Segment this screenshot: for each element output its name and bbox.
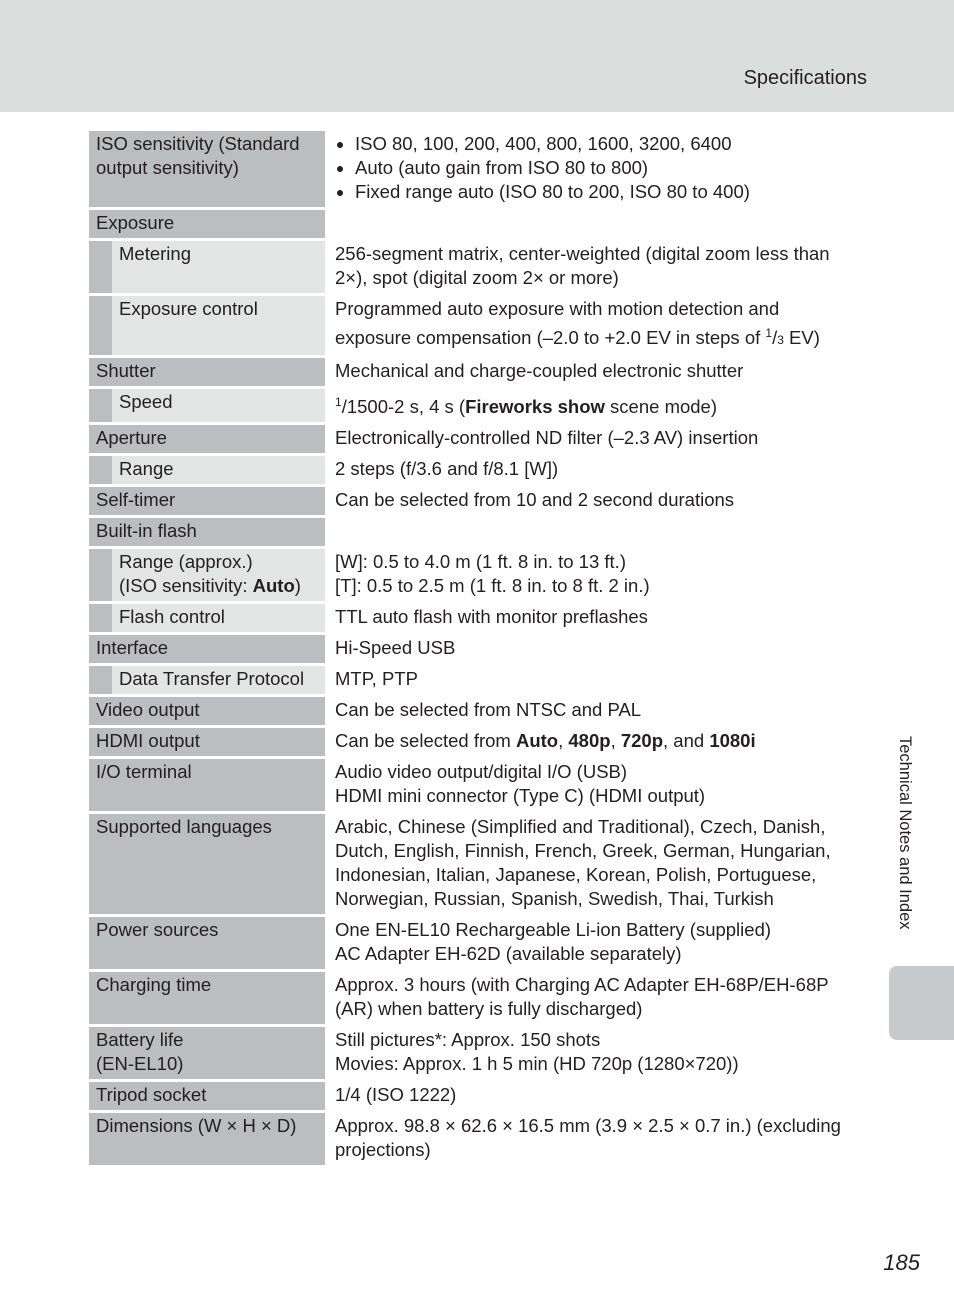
spec-row-shutter [89, 357, 859, 388]
spec-row-power-sources [89, 916, 859, 971]
fraction-numerator: 1 [765, 326, 773, 340]
spec-value [325, 916, 859, 971]
hdmi-option: 1080i [709, 730, 756, 752]
specifications-table [89, 131, 859, 1165]
spec-row-data-transfer [89, 665, 859, 696]
spec-value: 1/4 (ISO 1222) [325, 1081, 859, 1112]
spec-row-speed [89, 388, 859, 424]
spec-row-built-in-flash [89, 517, 859, 548]
spec-sublabel: Range [112, 455, 325, 486]
value-text: Indonesian, Italian, Japanese, Korean, Polish, Portuguese, [335, 864, 817, 886]
spec-label: HDMI output [89, 727, 325, 758]
indent-gutter [89, 665, 112, 696]
spec-value [325, 209, 859, 240]
iso-values-list [335, 132, 859, 204]
page-number: 185 [883, 1250, 920, 1275]
spec-value [325, 548, 859, 603]
spec-value: Mechanical and charge-coupled electronic shutter [325, 357, 859, 388]
spec-value: 256-segment matrix, center-weighted (digital zoom less than 2×), spot (digital zoom 2× or more) [325, 240, 859, 295]
spec-row-exposure [89, 209, 859, 240]
spec-label: Self-timer [89, 486, 325, 517]
spec-value: MTP, PTP [325, 665, 859, 696]
spec-row-battery-life [89, 1026, 859, 1081]
spec-value [325, 131, 859, 209]
spec-label: Interface [89, 634, 325, 665]
value-text: Can be selected from [335, 730, 516, 752]
spec-row-metering [89, 240, 859, 295]
value-text: [T]: 0.5 to 2.5 m (1 ft. 8 in. to 8 ft. 2 in.) [335, 575, 650, 597]
label-text: ) [294, 575, 301, 597]
spec-sublabel: Metering [112, 240, 325, 295]
value-text: Audio video output/digital I/O (USB) [335, 761, 628, 783]
value-text: , [558, 730, 569, 752]
spec-label [89, 1026, 325, 1081]
value-text: EV) [783, 327, 820, 349]
spec-sublabel [112, 548, 325, 603]
spec-label: Dimensions (W × H × D) [89, 1112, 325, 1166]
label-text: (EN-EL10) [96, 1053, 184, 1075]
value-text: HDMI mini connector (Type C) (HDMI output) [335, 785, 706, 807]
spec-value [325, 1026, 859, 1081]
value-text: /1500-2 s, 4 s ( [341, 396, 466, 418]
spec-row-flash-range [89, 548, 859, 603]
spec-row-self-timer [89, 486, 859, 517]
spec-label: Video output [89, 696, 325, 727]
spec-value: Approx. 3 hours (with Charging AC Adapter EH-68P/EH-68P (AR) when battery is fully discharged) [325, 971, 859, 1026]
indent-gutter [89, 603, 112, 634]
spec-sublabel: Flash control [112, 603, 325, 634]
fraction-denominator: 3 [777, 333, 784, 348]
hdmi-option: Auto [515, 730, 559, 752]
spec-label: Power sources [89, 916, 325, 971]
spec-row-interface [89, 634, 859, 665]
label-bold-text: Auto [252, 575, 295, 597]
spec-value: 2 steps (f/3.6 and f/8.1 [W]) [325, 455, 859, 486]
spec-row-languages [89, 813, 859, 916]
value-text: Still pictures*: Approx. 150 shots [335, 1029, 601, 1051]
list-item: • ISO 80, 100, 200, 400, 800, 1600, 3200, 6400 [355, 132, 859, 156]
spec-value: Can be selected from NTSC and PAL [325, 696, 859, 727]
spec-row-tripod-socket [89, 1081, 859, 1112]
label-text: Battery life [96, 1029, 184, 1051]
spec-value [325, 727, 859, 758]
spec-label: Shutter [89, 357, 325, 388]
spec-value: Hi-Speed USB [325, 634, 859, 665]
spec-value [325, 758, 859, 813]
value-text: Programmed auto exposure with motion detection and exposure compensation (–2.0 to +2.0 EV in steps of [335, 298, 780, 349]
chapter-thumb-tab [889, 966, 954, 1040]
spec-row-dimensions [89, 1112, 859, 1166]
hdmi-option: 480p [568, 730, 611, 752]
header-band [0, 0, 954, 112]
spec-label: Exposure [89, 209, 325, 240]
spec-value: Electronically-controlled ND filter (–2.3 AV) insertion [325, 424, 859, 455]
indent-gutter [89, 388, 112, 424]
value-text: , and [663, 730, 710, 752]
fraction-numerator: 1 [335, 395, 342, 410]
spec-row-hdmi-output [89, 727, 859, 758]
spec-value: TTL auto flash with monitor preflashes [325, 603, 859, 634]
fraction-separator: / [772, 327, 778, 349]
label-text: (ISO sensitivity: [119, 575, 253, 597]
list-item: • Auto (auto gain from ISO 80 to 800) [355, 156, 859, 180]
indent-gutter [89, 548, 112, 603]
hdmi-option: 720p [620, 730, 664, 752]
value-text: AC Adapter EH-62D (available separately) [335, 943, 682, 965]
spec-row-aperture [89, 424, 859, 455]
spec-row-io-terminal [89, 758, 859, 813]
spec-value [325, 813, 859, 916]
spec-row-iso [89, 131, 859, 209]
scene-mode-name: Fireworks show [465, 396, 605, 418]
spec-label: Aperture [89, 424, 325, 455]
spec-label: ISO sensitivity (Standard output sensitivity) [89, 131, 325, 209]
spec-row-exposure-control [89, 295, 859, 357]
value-text: Norwegian, Russian, Spanish, Swedish, Thai, Turkish [335, 888, 774, 910]
spec-label: Supported languages [89, 813, 325, 916]
value-text: scene mode) [604, 396, 718, 418]
indent-gutter [89, 455, 112, 486]
value-text: [W]: 0.5 to 4.0 m (1 ft. 8 in. to 13 ft.) [335, 551, 626, 573]
indent-gutter [89, 240, 112, 295]
list-item: • Fixed range auto (ISO 80 to 200, ISO 80 to 400) [355, 180, 859, 204]
value-text: , [610, 730, 621, 752]
spec-row-flash-control [89, 603, 859, 634]
spec-row-range [89, 455, 859, 486]
spec-sublabel: Speed [112, 388, 325, 424]
indent-gutter [89, 295, 112, 357]
spec-row-charging-time [89, 971, 859, 1026]
spec-label: Charging time [89, 971, 325, 1026]
value-text: Movies: Approx. 1 h 5 min (HD 720p (1280×720)) [335, 1053, 739, 1075]
spec-label: I/O terminal [89, 758, 325, 813]
value-text: Arabic, Chinese (Simplified and Traditional), Czech, Danish, [335, 816, 826, 838]
spec-value [325, 517, 859, 548]
spec-sublabel: Exposure control [112, 295, 325, 357]
spec-value [325, 388, 859, 424]
spec-label: Tripod socket [89, 1081, 325, 1112]
side-tab-label: Technical Notes and Index [896, 736, 914, 930]
spec-label: Built-in flash [89, 517, 325, 548]
spec-value [325, 295, 859, 357]
value-text: Dutch, English, Finnish, French, Greek, German, Hungarian, [335, 840, 831, 862]
section-title: Specifications [743, 67, 867, 89]
value-text: One EN-EL10 Rechargeable Li-ion Battery (supplied) [335, 919, 772, 941]
spec-value: Approx. 98.8 × 62.6 × 16.5 mm (3.9 × 2.5 × 0.7 in.) (excluding projections) [325, 1112, 859, 1166]
spec-value: Can be selected from 10 and 2 second durations [325, 486, 859, 517]
spec-sublabel: Data Transfer Protocol [112, 665, 325, 696]
spec-row-video-output [89, 696, 859, 727]
label-text: Range (approx.) [119, 551, 253, 573]
